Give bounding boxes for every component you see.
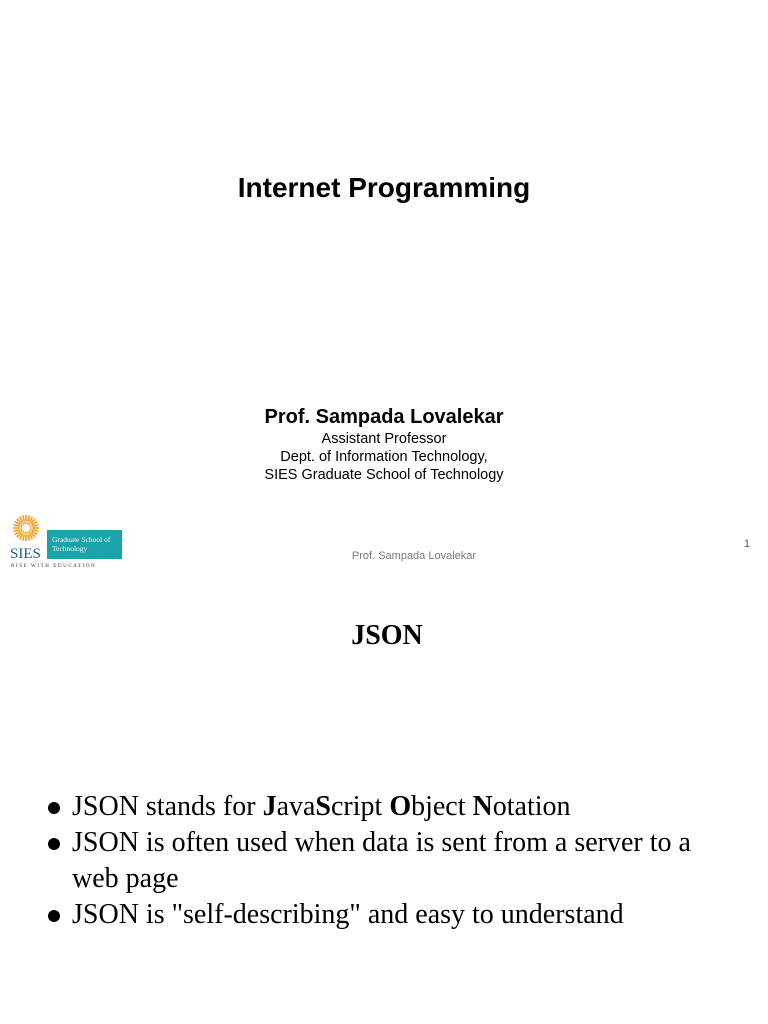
bullet-text: JSON stands for [72, 791, 263, 822]
bullet-text: JSON is often used when data is sent from a server to a web page [72, 827, 691, 894]
bullet-item [44, 897, 744, 933]
page-number: 1 [743, 538, 750, 550]
logo-name-line2: Technology [52, 544, 88, 553]
logo-tagline: RISE WITH EDUCATION [11, 564, 97, 569]
bullet-item [44, 825, 744, 897]
bullet-text: O [389, 791, 412, 822]
bullet-text: otation [492, 791, 571, 822]
author-department: Dept. of Information Technology, [280, 449, 488, 465]
slide-title: JSON [351, 620, 423, 651]
sies-logo [10, 513, 124, 571]
author-name: Prof. Sampada Lovalekar [264, 406, 504, 428]
bullet-dot-icon [48, 910, 60, 922]
author-block [0, 404, 768, 484]
footer-author: Prof. Sampada Lovalekar [351, 550, 477, 562]
bullet-text: N [472, 791, 493, 822]
bullet-dot-icon [48, 838, 60, 850]
bullet-text: JSON is "self-describing" and easy to understand [72, 899, 624, 930]
bullet-text: ava [276, 791, 316, 822]
bullet-text: cript [331, 791, 390, 822]
author-institution: SIES Graduate School of Technology [264, 467, 504, 483]
logo-brand: SIES [10, 546, 41, 562]
bullet-text: S [315, 791, 331, 822]
author-position: Assistant Professor [321, 431, 447, 447]
sun-icon [13, 515, 39, 541]
logo-name-line1: Graduate School of [52, 535, 111, 544]
bullet-text: bject [411, 791, 473, 822]
bullet-dot-icon [48, 802, 60, 814]
slide-title: Internet Programming [237, 172, 531, 203]
bullet-text: J [262, 791, 277, 822]
bullet-item [44, 789, 744, 825]
json-slide [0, 578, 768, 1024]
bullet-list [44, 789, 744, 933]
